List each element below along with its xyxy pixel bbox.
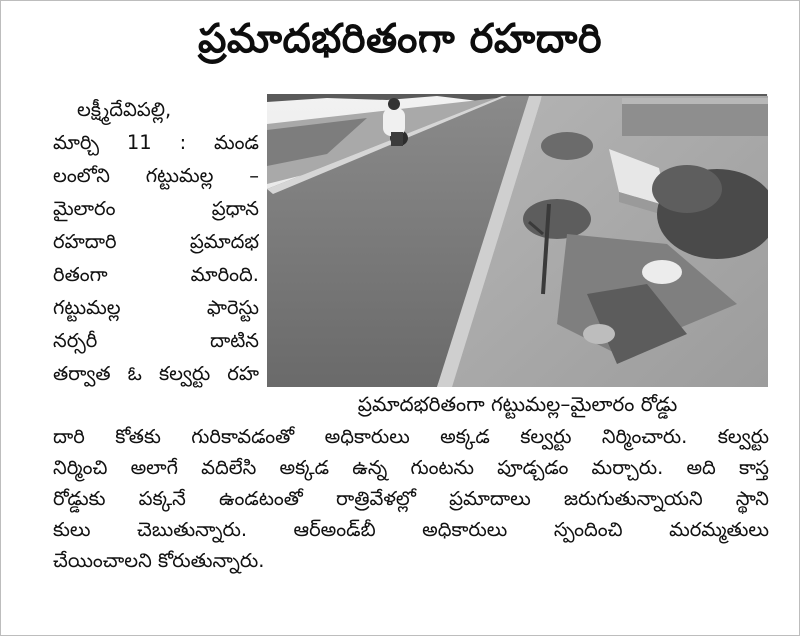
text-line: మార్చి 11 : మండ: [53, 131, 259, 154]
left-column-text: [53, 93, 259, 390]
text-line: దారి కోతకు గురికావడంతో అధికారులు అక్కడ కల్వర్టు నిర్మించారు. కల్వర్టు: [53, 425, 769, 448]
text-line: లంలోని గట్టుమల్ల –: [53, 164, 259, 187]
text-line: నిర్మించి అలాగే వదిలేసి అక్కడ ఉన్న గుంటను పూడ్చడం మర్చారు. అది కాస్త: [53, 456, 769, 479]
text-line: లక్ష్మీదేవిపల్లి,: [77, 98, 172, 121]
text-line: రహదారి ప్రమాదభ: [53, 230, 259, 253]
text-line: రితంగా మారింది.: [53, 263, 259, 286]
text-line: రోడ్డుకు పక్కనే ఉండటంతో రాత్రివేళల్లో ప్రమాదాలు జరుగుతున్నాయని స్థాని: [53, 487, 769, 510]
text-line: తర్వాత ఓ కల్వర్టు రహ: [53, 362, 259, 385]
text-line: గట్టుమల్ల ఫారెస్టు: [53, 296, 259, 319]
road-photo: [267, 94, 768, 387]
text-line: కులు చెబుతున్నారు. ఆర్‌అండ్‌బీ అధికారులు స్పందించి మరమ్మతులు: [53, 518, 769, 541]
headline: ప్రమాదభరితంగా రహదారి: [197, 16, 603, 62]
body-text: [53, 421, 769, 576]
text-line: నర్సరీ దాటిన: [53, 329, 259, 352]
text-line: చేయించాలని కోరుతున్నారు.: [53, 549, 265, 572]
text-line: మైలారం ప్రధాన: [53, 197, 259, 220]
photo-caption: ప్రమాదభరితంగా గట్టుమల్ల–మైలారం రోడ్డు: [357, 392, 678, 416]
